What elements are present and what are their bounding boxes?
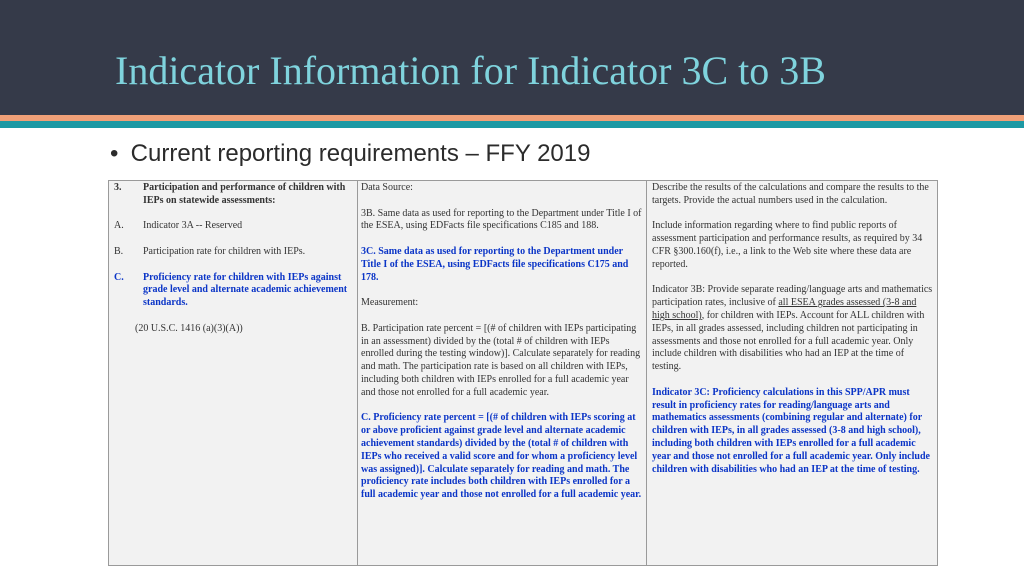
data-source-label: Data Source: [361,182,413,193]
instructions-column [647,181,937,565]
bullet-point [110,140,590,168]
measurement-b: B. Participation rate percent = [(# of children with IEPs participating in an assessment) divided by the (total # of children with IEPs enrolled during the testing window)]. Calculate separately for reading and math. The participation rate is based on all children with IEPs, including both children with IEPs enrolled for a full academic year and those not enrolled for a full academic year. [361,322,641,398]
source-3c: 3C. Same data as used for reporting to the Department under Title I of the ESEA, using EDFacts file specifications C175 and 178. [361,245,629,283]
instructions-para-4: Indicator 3C: Proficiency calculations in this SPP/APR must result in proficiency rates for reading/language arts and mathematics assessments (combining regular and alternate) for children with IEPs, in all grades assessed (3-8 and high school), including both children with IEPs enrolled for a full academic year and those not enrolled for a full academic year. Only include children with disabilities who had an IEP at the time of testing. [652,386,930,475]
item-number: B. [114,245,124,257]
item-text: Participation rate for children with IEPs. [143,245,306,257]
instructions-para-1: Describe the results of the calculations and compare the results to the targets. Provide the actual numbers used in the calculation. [652,182,929,206]
item-text: Indicator 3A -- Reserved [143,220,243,232]
item-number: A. [114,220,124,232]
source-3b: 3B. Same data as used for reporting to the Department under Title I of the ESEA, using EDFacts file specifications C185 and 188. [361,207,642,232]
measurement-label: Measurement: [361,297,419,309]
instructions-para-2: Include information regarding where to find public reports of assessment participation and performance results, as required by 34 CFR §300.160(f), i.e., a link to the Web site where these data are reported. [652,220,923,270]
item-3 [114,182,353,208]
title-banner [0,0,1024,115]
indicator-column [109,181,358,565]
instructions-para-3 [652,284,933,374]
item-number: C. [114,271,124,283]
data-source-column [358,181,647,565]
item-c [114,272,353,310]
para3-underlined-text: all ESEA grades assessed (3-8 and high school) [652,297,917,321]
item-text: Participation and performance of children with IEPs on statewide assessments: [143,182,346,206]
slide-title: Indicator Information for Indicator 3C to 3B [115,48,826,93]
accent-bar-teal [0,121,1024,128]
citation: (20 U.S.C. 1416 (a)(3)(A)) [135,322,243,334]
bullet-text: Current reporting requirements – FFY 2019 [130,140,591,167]
bullet-icon: • [110,140,119,167]
measurement-c: C. Proficiency rate percent = [(# of children with IEPs scoring at or above proficient against grade level and alternate academic achievement standards) divided by the (total # of children with IEPs who received a valid score and for whom a proficiency level was assigned)]. Calculate separately for reading and math. The proficiency rate includes both children with IEPs enrolled for a full academic year and those not enrolled for a full academic year. [361,412,642,501]
item-text: Proficiency rate for children with IEPs against grade level and alternate academic achievement standards. [143,271,348,309]
indicator-table [108,180,938,566]
para3-text-start: Indicator 3B: Provide separate reading/language arts and mathematics participation rates, inclusive of [652,284,933,309]
item-a [114,220,353,233]
para3-text-end: , for children with IEPs. Account for ALL children with IEPs, in all grades assessed, including children not participating in assessments and those not enrolled for a full academic year. Only include children with disabilities who had an IEP at the time of testing. [652,309,925,373]
item-number: 3. [114,182,122,193]
item-b [114,246,353,259]
